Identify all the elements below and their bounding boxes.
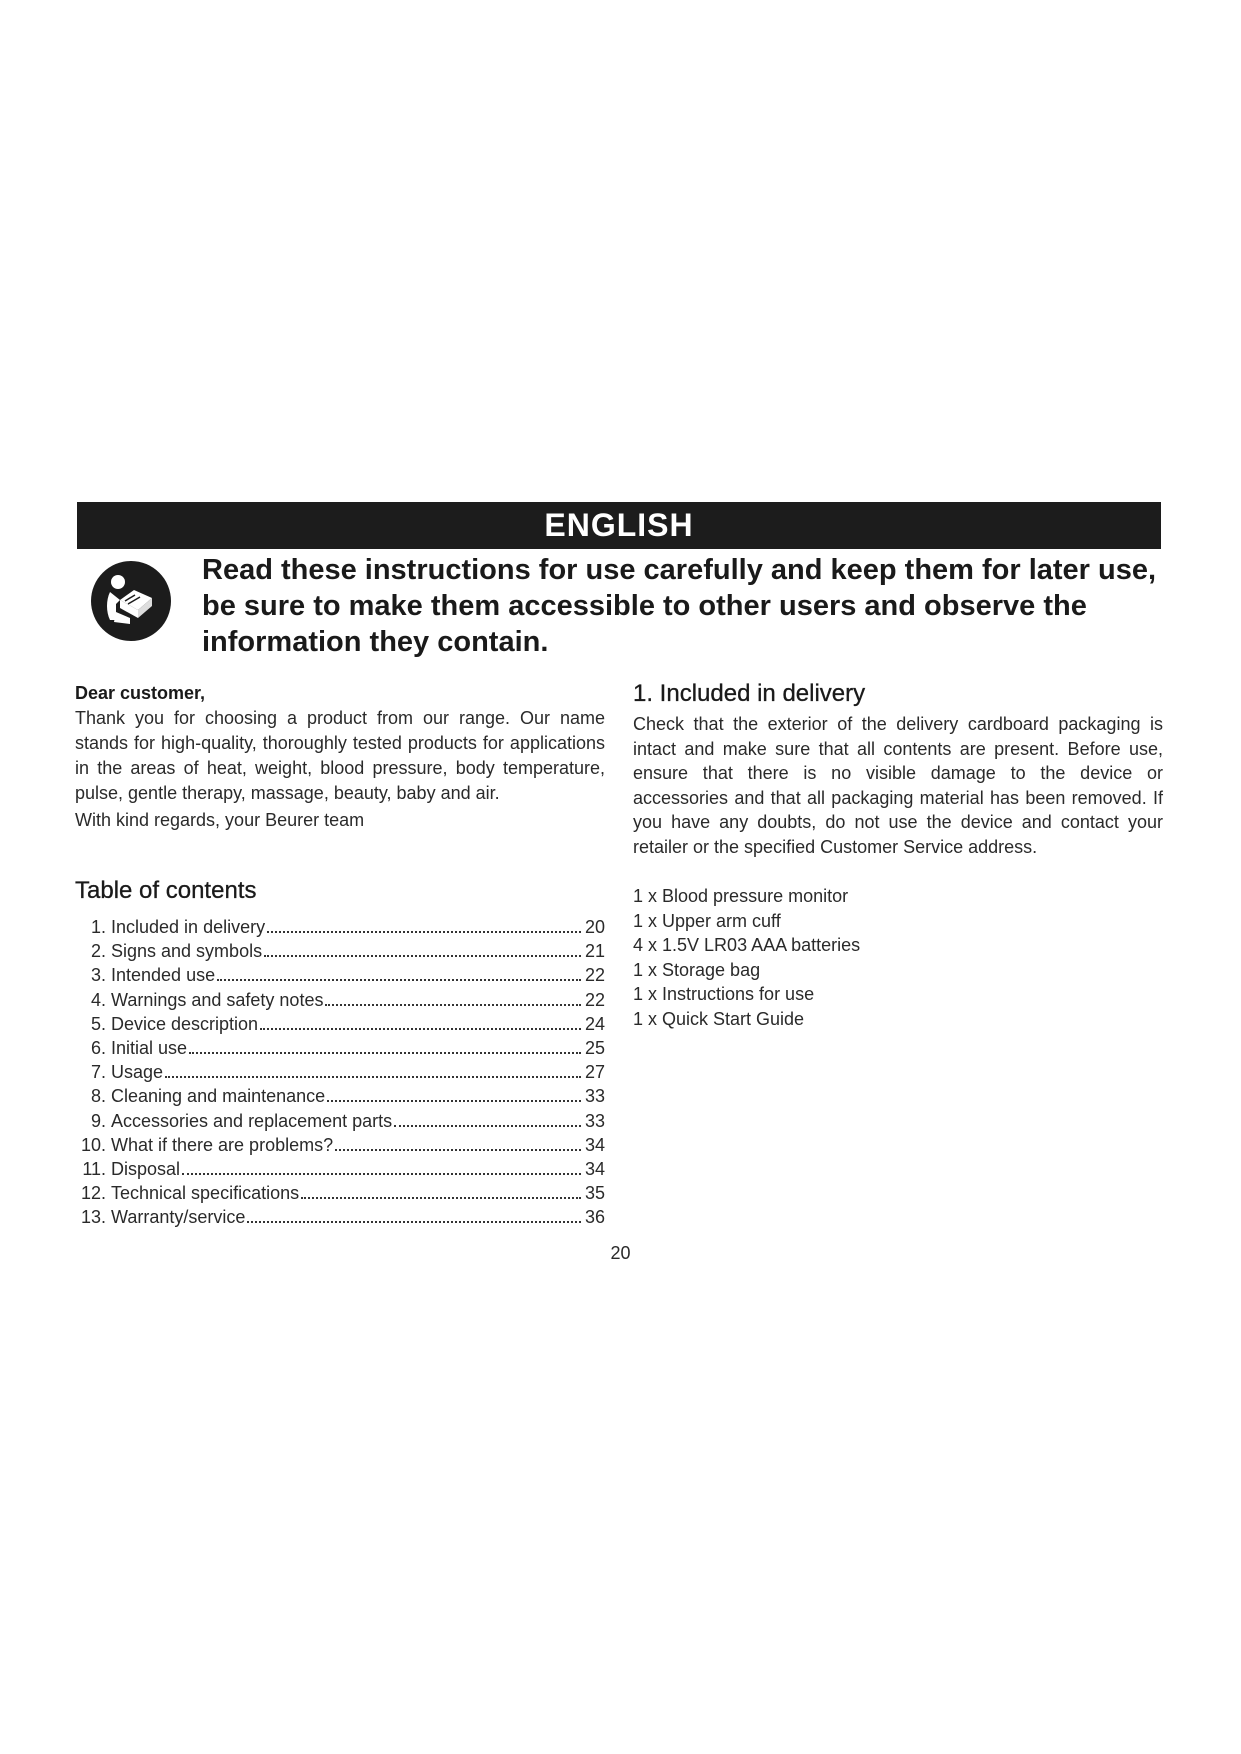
toc-item-label: Signs and symbols: [111, 941, 263, 962]
toc-item-page: 24: [584, 1013, 605, 1034]
toc-leader-dots: [335, 1148, 581, 1151]
toc-item-page: 34: [584, 1158, 605, 1179]
toc-item-number: 8.: [90, 1086, 106, 1107]
toc-item[interactable]: [75, 1133, 605, 1157]
toc-item-number: 3.: [90, 965, 106, 986]
toc-item-label: Warranty/service: [111, 1207, 246, 1228]
greeting-heading: Dear customer,: [75, 683, 206, 703]
language-banner: ENGLISH: [77, 502, 1161, 549]
toc-item-label: Included in delivery: [111, 917, 266, 937]
delivery-item: 1 x Instructions for use: [633, 984, 815, 1005]
toc-item[interactable]: [75, 1012, 605, 1036]
toc-item-label: Accessories and replacement parts: [111, 1110, 393, 1131]
toc-item-number: 6.: [90, 1037, 106, 1058]
greeting-body: Thank you for choosing a product from our range. Our name stands for high-quality, thoroughly tested products for applications in the areas of heat, weight, blood pressure, body temperature, pulse, gentle therapy, massage, beauty, baby and air.: [75, 708, 605, 803]
toc-item[interactable]: [75, 1084, 605, 1108]
table-of-contents: [75, 915, 605, 1229]
toc-item-label: Intended use: [111, 965, 216, 986]
toc-item-number: 12.: [80, 1183, 106, 1204]
toc-item-label: Warnings and safety notes: [111, 989, 324, 1010]
toc-leader-dots: [325, 1003, 581, 1006]
section-body-included-in-delivery: Check that the exterior of the delivery cardboard packaging is intact and make sure that all contents are present. Before use, ensure that there is no visible damage to the device or accessories and that all packaging material has been removed. If you have any doubts, do not use the device and contact your retailer or the specified Customer Service address.: [633, 714, 1163, 857]
toc-item-label: Disposal: [111, 1158, 181, 1179]
toc-item-page: 21: [584, 941, 605, 962]
toc-leader-dots: [267, 930, 581, 933]
toc-item-label: Initial use: [111, 1037, 188, 1058]
toc-leader-dots: [165, 1075, 581, 1078]
toc-item[interactable]: [75, 1157, 605, 1181]
toc-item-number: 4.: [90, 989, 106, 1010]
toc-item-page: 27: [584, 1062, 605, 1083]
toc-item-page: 20: [584, 917, 605, 937]
read-instructions-icon: [90, 560, 172, 642]
toc-item-page: 22: [584, 965, 605, 986]
greeting-regards: With kind regards, your Beurer team: [75, 810, 365, 830]
toc-item-label: Device description: [111, 1013, 259, 1034]
toc-item-number: 7.: [90, 1062, 106, 1083]
page-number: 20: [610, 1243, 631, 1263]
toc-leader-dots: [182, 1172, 581, 1175]
toc-item-page: 36: [584, 1207, 605, 1228]
toc-item[interactable]: [75, 1060, 605, 1084]
toc-leader-dots: [217, 978, 581, 981]
toc-item-number: 5.: [90, 1013, 106, 1034]
delivery-item: 1 x Storage bag: [633, 959, 761, 980]
toc-item[interactable]: [75, 915, 605, 939]
toc-item[interactable]: [75, 1036, 605, 1060]
section-heading-included-in-delivery: 1. Included in delivery: [633, 680, 866, 707]
toc-item[interactable]: [75, 939, 605, 963]
intro-instructions: Read these instructions for use carefully and keep them for later use, be sure to make them accessible to other users and observe the information they contain.: [202, 554, 1157, 658]
toc-leader-dots: [189, 1051, 581, 1054]
delivery-item: 1 x Upper arm cuff: [633, 910, 781, 931]
toc-item-number: 11.: [82, 1158, 106, 1179]
toc-item-label: Technical specifications: [111, 1183, 300, 1204]
toc-item-page: 33: [584, 1110, 605, 1131]
delivery-contents-list: [633, 884, 1163, 1032]
toc-item-number: 2.: [90, 941, 106, 962]
delivery-item: 4 x 1.5V LR03 AAA batteries: [633, 935, 861, 956]
toc-item[interactable]: [75, 1181, 605, 1205]
toc-item[interactable]: [75, 1109, 605, 1133]
toc-item-number: 1.: [90, 917, 106, 937]
toc-leader-dots: [301, 1196, 581, 1199]
toc-item-label: Cleaning and maintenance: [111, 1086, 326, 1107]
toc-leader-dots: [247, 1220, 581, 1223]
toc-leader-dots: [264, 954, 581, 957]
toc-item-page: 34: [584, 1134, 605, 1155]
toc-item-page: 22: [584, 989, 605, 1010]
delivery-item: 1 x Blood pressure monitor: [633, 886, 849, 906]
toc-item[interactable]: [75, 988, 605, 1012]
toc-heading: Table of contents: [75, 877, 257, 904]
toc-leader-dots: [394, 1124, 581, 1127]
toc-leader-dots: [260, 1027, 581, 1030]
toc-item-number: 9.: [90, 1110, 106, 1131]
toc-item-page: 35: [584, 1183, 605, 1204]
toc-leader-dots: [327, 1099, 581, 1102]
delivery-item: 1 x Quick Start Guide: [633, 1008, 805, 1029]
toc-item-page: 25: [584, 1037, 605, 1058]
toc-item-page: 33: [584, 1086, 605, 1107]
toc-item-number: 13.: [80, 1207, 106, 1228]
toc-item-label: What if there are problems?: [111, 1134, 334, 1155]
toc-item-label: Usage: [111, 1062, 164, 1083]
toc-item-number: 10.: [80, 1134, 106, 1155]
toc-item[interactable]: [75, 1205, 605, 1229]
toc-item[interactable]: [75, 963, 605, 987]
